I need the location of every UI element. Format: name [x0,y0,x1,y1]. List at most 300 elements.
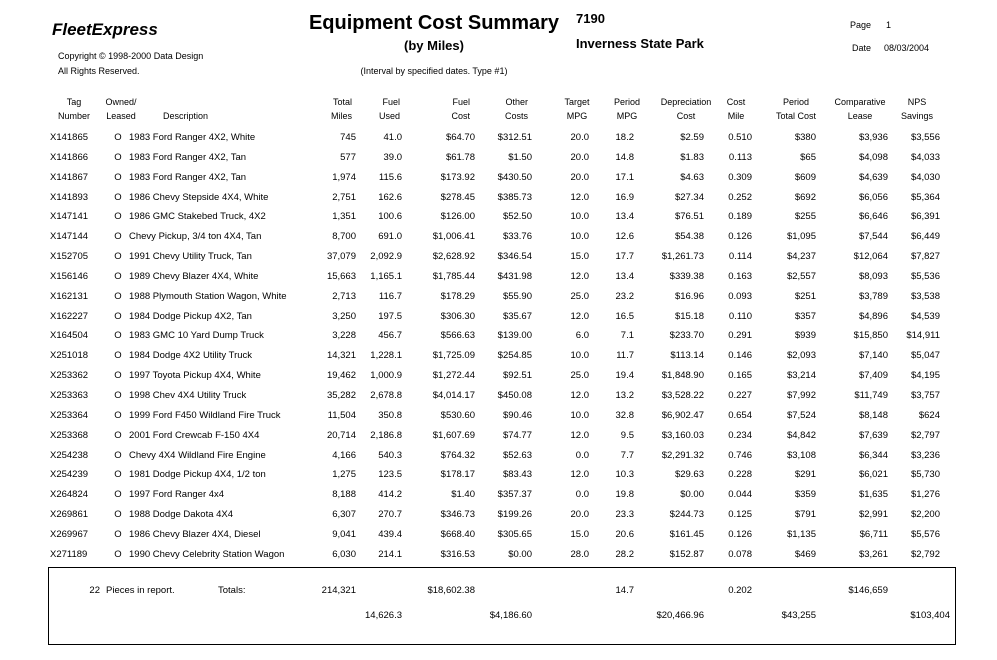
total-miles-cell: 8,188 [332,489,356,501]
owned-cell: O [114,191,122,203]
fuel-cost-cell: $1.40 [451,489,475,501]
other-costs-cell: $92.51 [502,370,532,382]
col-cost-mile: Cost Mile [726,97,746,121]
total-fuel-cost: $18,602.38 [427,585,475,596]
owned-cell: O [114,469,122,481]
fuel-used-cell: 1,228.1 [370,350,402,362]
total-miles-cell: 8,700 [332,231,356,243]
tag-cell: X162227 [50,310,89,322]
report-title: Equipment Cost Summary [308,12,560,34]
fuel-used-cell: 1,165.1 [370,270,402,282]
depreciation-cell: $2.59 [680,132,704,143]
period-mpg-cell: 13.2 [615,389,634,401]
period-mpg-cell: 18.2 [615,132,634,143]
period-total-cell: $4,842 [786,429,816,441]
fuel-cost-cell: $1,272.44 [432,370,475,382]
target-mpg-cell: 10.0 [570,211,589,223]
page-number: 1 [886,20,892,30]
cost-mile-cell: 0.291 [728,330,752,342]
period-mpg-cell: 13.4 [615,270,634,282]
owned-cell: O [114,171,122,183]
nps-savings-cell: $624 [918,409,940,421]
depreciation-cell: $152.87 [669,548,704,560]
comparative-cell: $6,711 [859,528,888,540]
total-miles: 214,321 [321,585,356,596]
target-mpg-cell: 25.0 [570,370,589,382]
fuel-cost-cell: $126.00 [440,211,475,223]
comparative-cell: $8,148 [858,409,888,421]
period-total-cell: $1,135 [786,528,816,540]
interval-note: (Interval by specified dates. Type #1) [360,66,508,76]
fuel-used-cell: 691.0 [378,231,402,243]
fuel-cost-cell: $64.70 [445,132,475,143]
table-row [0,366,997,386]
cost-mile-cell: 0.189 [728,211,752,223]
brand-logo: FleetExpress [52,20,158,39]
date-value: 08/03/2004 [884,43,930,53]
nps-savings-cell: $3,757 [910,389,940,401]
total-period-cost: $43,255 [781,610,816,621]
table-row [0,307,997,327]
fuel-used-cell: 456.7 [378,330,402,342]
period-mpg-cell: 19.4 [615,370,634,382]
owned-cell: O [114,489,122,501]
depreciation-cell: $27.34 [674,191,704,203]
cost-mile-cell: 0.044 [728,489,752,501]
other-costs-cell: $346.54 [497,251,532,263]
description-cell: 1983 Ford Ranger 4X2, Tan [129,151,247,163]
table-row [0,505,997,525]
depreciation-cell: $3,160.03 [661,429,704,441]
period-total-cell: $939 [794,330,816,342]
fuel-cost-cell: $278.45 [440,191,475,203]
comparative-cell: $4,098 [858,151,888,163]
description-cell: 1984 Dodge Pickup 4X2, Tan [129,310,252,322]
target-mpg-cell: 0.0 [575,449,589,461]
nps-savings-cell: $2,797 [910,429,940,441]
cost-mile-cell: 0.114 [728,251,752,263]
cost-mile-cell: 0.234 [728,429,752,441]
description-cell: 1983 GMC 10 Yard Dump Truck [129,330,264,342]
total-miles-cell: 11,504 [327,409,356,421]
nps-savings-cell: $14,911 [906,330,940,342]
cost-mile-cell: 0.165 [728,370,752,382]
nps-savings-cell: $2,792 [910,548,940,560]
owned-cell: O [114,310,122,322]
comparative-cell: $6,344 [858,449,888,461]
target-mpg-cell: 6.0 [575,330,589,342]
rights-text: All Rights Reserved. [58,66,140,76]
target-mpg-cell: 0.0 [575,489,589,501]
total-miles-cell: 2,751 [332,191,356,203]
nps-savings-cell: $4,539 [910,310,940,322]
total-miles-cell: 1,974 [332,171,356,183]
fuel-cost-cell: $668.40 [440,528,475,540]
cost-mile-cell: 0.125 [728,509,752,521]
period-mpg-cell: 20.6 [615,528,634,540]
target-mpg-cell: 12.0 [570,429,589,441]
table-row [0,386,997,406]
cost-mile-cell: 0.110 [728,310,752,322]
description-cell: 1988 Plymouth Station Wagon, White [129,290,287,302]
comparative-cell: $3,789 [858,290,888,302]
period-total-cell: $7,992 [786,389,816,401]
period-mpg-cell: 9.5 [620,429,634,441]
cost-mile-cell: 0.126 [728,231,752,243]
pieces-label: Pieces in report. [106,585,175,596]
target-mpg-cell: 20.0 [570,171,589,183]
depreciation-cell: $1,261.73 [661,251,704,263]
nps-savings-cell: $2,200 [910,509,940,521]
date-label: Date [852,43,872,53]
other-costs-cell: $305.65 [497,528,532,540]
fuel-used-cell: 116.7 [378,290,402,302]
owned-cell: O [114,211,122,223]
comparative-cell: $1,635 [858,489,888,501]
table-row [0,446,997,466]
period-total-cell: $791 [794,509,816,521]
owned-cell: O [114,270,122,282]
cost-mile-cell: 0.228 [728,469,752,481]
tag-cell: X271189 [50,548,88,560]
cost-mile-cell: 0.510 [728,132,752,143]
col-depreciation: Depreciation Cost [660,97,712,121]
period-mpg-cell: 16.5 [615,310,634,322]
col-description: Description [163,111,209,121]
period-total-cell: $3,214 [786,370,816,382]
description-cell: 1991 Chevy Utility Truck, Tan [129,251,252,263]
period-mpg-cell: 23.2 [615,290,634,302]
table-row [0,247,997,267]
owned-cell: O [114,548,122,560]
fuel-cost-cell: $346.73 [440,509,475,521]
fuel-used-cell: 2,678.8 [370,389,402,401]
total-nps-savings: $103,404 [910,610,950,621]
tag-cell: X164504 [50,330,89,342]
col-fuel-cost: Fuel Cost [451,97,470,121]
nps-savings-cell: $6,449 [910,231,940,243]
period-total-cell: $291 [794,469,816,481]
depreciation-cell: $0.00 [680,489,704,501]
table-row [0,188,997,208]
station-code: 7190 [576,11,605,26]
comparative-cell: $11,749 [854,389,888,401]
other-costs-cell: $83.43 [502,469,532,481]
nps-savings-cell: $1,276 [910,489,940,501]
other-costs-cell: $431.98 [497,270,532,282]
fuel-used-cell: 1,000.9 [370,370,402,382]
description-cell: 1997 Toyota Pickup 4X4, White [129,370,261,382]
fuel-cost-cell: $764.32 [440,449,475,461]
depreciation-cell: $16.96 [674,290,704,302]
tag-cell: X253363 [50,389,89,401]
period-mpg-cell: 13.4 [615,211,634,223]
period-mpg-cell: 14.8 [615,151,634,163]
owned-cell: O [114,132,122,143]
description-cell: 1986 Chevy Blazer 4X4, Diesel [129,528,261,540]
target-mpg-cell: 20.0 [570,132,589,143]
depreciation-cell: $161.45 [669,528,704,540]
depreciation-cell: $54.38 [674,231,704,243]
fuel-used-cell: 115.6 [378,171,402,183]
nps-savings-cell: $3,236 [910,449,940,461]
target-mpg-cell: 12.0 [570,310,589,322]
period-mpg-cell: 19.8 [615,489,634,501]
other-costs-cell: $430.50 [497,171,532,183]
other-costs-cell: $74.77 [502,429,532,441]
description-cell: 1986 Chevy Stepside 4X4, White [129,191,269,203]
nps-savings-cell: $5,536 [910,270,940,282]
comparative-cell: $7,544 [858,231,888,243]
table-row [0,346,997,366]
fuel-used-cell: 2,186.8 [370,429,402,441]
tag-cell: X253368 [50,429,89,441]
fuel-used-cell: 197.5 [378,310,402,322]
fuel-cost-cell: $1,785.44 [432,270,475,282]
comparative-cell: $7,409 [858,370,888,382]
owned-cell: O [114,290,122,302]
fuel-cost-cell: $173.92 [440,171,475,183]
tag-cell: X269861 [50,509,89,521]
period-total-cell: $255 [794,211,816,223]
col-tag: Tag Number [57,97,90,121]
tag-cell: X254239 [50,469,89,481]
period-mpg-cell: 28.2 [615,548,634,560]
cost-mile-cell: 0.252 [728,191,752,203]
owned-cell: O [114,251,122,263]
fuel-cost-cell: $316.53 [440,548,475,560]
fuel-used-cell: 2,092.9 [370,251,402,263]
period-total-cell: $7,524 [786,409,816,421]
description-cell: 1998 Chev 4X4 Utility Truck [129,389,247,401]
total-comparative-lease: $146,659 [848,585,888,596]
period-mpg-cell: 16.9 [615,191,634,203]
period-mpg-cell: 10.3 [615,469,634,481]
description-cell: 1983 Ford Ranger 4X2, Tan [129,171,247,183]
description-cell: 1989 Chevy Blazer 4X4, White [129,270,259,282]
target-mpg-cell: 10.0 [570,231,589,243]
tag-cell: X147144 [50,231,89,243]
total-miles-cell: 20,714 [326,429,356,441]
nps-savings-cell: $5,047 [910,350,940,362]
depreciation-cell: $1.83 [680,151,704,163]
target-mpg-cell: 12.0 [570,270,589,282]
nps-savings-cell: $5,364 [910,191,940,203]
totals-box [48,567,956,645]
table-row [0,545,997,565]
fuel-cost-cell: $2,628.92 [432,251,475,263]
depreciation-cell: $244.73 [669,509,704,521]
period-total-cell: $1,095 [786,231,816,243]
fuel-used-cell: 162.6 [378,191,402,203]
tag-cell: X141867 [50,171,89,183]
tag-cell: X156146 [50,270,89,282]
period-total-cell: $4,237 [786,251,816,263]
period-total-cell: $3,108 [786,449,816,461]
cost-mile-cell: 0.126 [728,528,752,540]
target-mpg-cell: 12.0 [570,191,589,203]
cost-mile-cell: 0.227 [728,389,752,401]
period-mpg-cell: 17.1 [615,171,634,183]
other-costs-cell: $90.46 [502,409,532,421]
fuel-used-cell: 100.6 [378,211,402,223]
total-miles-cell: 14,321 [326,350,356,362]
tag-cell: X147141 [50,211,89,223]
nps-savings-cell: $6,391 [910,211,940,223]
tag-cell: X254238 [50,449,89,461]
period-total-cell: $609 [794,171,816,183]
period-total-cell: $380 [794,132,816,143]
comparative-cell: $12,064 [853,251,888,263]
owned-cell: O [114,449,122,461]
target-mpg-cell: 12.0 [570,469,589,481]
other-costs-cell: $55.90 [502,290,532,302]
owned-cell: O [114,370,122,382]
fuel-used-cell: 214.1 [378,548,402,560]
fuel-cost-cell: $4,014.17 [432,389,475,401]
table-row [0,525,997,545]
fuel-used-cell: 270.7 [378,509,402,521]
period-mpg-cell: 23.3 [615,509,634,521]
owned-cell: O [114,528,122,540]
depreciation-cell: $339.38 [669,270,704,282]
fuel-used-cell: 414.2 [378,489,402,501]
table-row [0,465,997,485]
fuel-used-cell: 41.0 [383,132,402,143]
total-miles-cell: 1,275 [332,469,356,481]
description-cell: 2001 Ford Crewcab F-150 4X4 [129,429,260,441]
total-miles-cell: 19,462 [326,370,356,382]
nps-savings-cell: $7,827 [910,251,940,263]
comparative-cell: $3,936 [858,132,888,143]
owned-cell: O [114,330,122,342]
cost-mile-cell: 0.093 [728,290,752,302]
fuel-cost-cell: $530.60 [440,409,475,421]
owned-cell: O [114,231,122,243]
tag-cell: X269967 [50,528,89,540]
total-miles-cell: 9,041 [332,528,356,540]
depreciation-cell: $3,528.22 [661,389,704,401]
depreciation-cell: $15.18 [674,310,704,322]
comparative-cell: $7,140 [858,350,888,362]
col-fuel-used: Fuel Used [378,97,400,121]
table-row [0,287,997,307]
comparative-cell: $6,056 [858,191,888,203]
cost-mile-cell: 0.163 [728,270,752,282]
page-label: Page [850,20,872,30]
cost-mile-cell: 0.146 [728,350,752,362]
table-row [0,168,997,188]
comparative-cell: $3,261 [858,548,888,560]
other-costs-cell: $385.73 [497,191,532,203]
comparative-cell: $2,991 [858,509,888,521]
park-name: Inverness State Park [576,36,704,51]
copyright-text: Copyright © 1998-2000 Data Design [58,51,204,61]
fuel-used-cell: 39.0 [383,151,402,163]
depreciation-cell: $233.70 [669,330,704,342]
target-mpg-cell: 25.0 [570,290,589,302]
pieces-count: 22 [89,585,100,596]
table-row [0,485,997,505]
owned-cell: O [114,509,122,521]
period-total-cell: $357 [794,310,816,322]
fuel-cost-cell: $1,607.69 [432,429,475,441]
comparative-cell: $4,896 [858,310,888,322]
tag-cell: X141866 [50,151,89,163]
fuel-cost-cell: $178.29 [440,290,475,302]
period-mpg-cell: 7.7 [620,449,634,461]
period-total-cell: $2,557 [786,270,816,282]
owned-cell: O [114,409,122,421]
total-depreciation: $20,466.96 [656,610,704,621]
nps-savings-cell: $4,195 [910,370,940,382]
other-costs-cell: $33.76 [502,231,532,243]
table-row [0,426,997,446]
target-mpg-cell: 15.0 [570,251,589,263]
col-period-mpg: Period MPG [613,97,640,121]
description-cell: 1997 Ford Ranger 4x4 [129,489,225,501]
total-miles-cell: 3,250 [332,310,356,322]
table-row [0,227,997,247]
total-miles-cell: 4,166 [332,449,356,461]
target-mpg-cell: 28.0 [570,548,589,560]
target-mpg-cell: 10.0 [570,409,589,421]
depreciation-cell: $76.51 [674,211,704,223]
total-miles-cell: 6,030 [332,548,356,560]
fuel-cost-cell: $1,725.09 [432,350,475,362]
total-miles-cell: 577 [340,151,356,163]
description-cell: 1990 Chevy Celebrity Station Wagon [129,548,285,560]
col-period-total: Period Total Cost [775,97,817,121]
table-row [0,207,997,227]
period-mpg-cell: 12.6 [615,231,634,243]
tag-cell: X253362 [50,370,89,382]
equipment-table-body [0,128,997,565]
fuel-cost-cell: $178.17 [440,469,475,481]
fuel-used-cell: 540.3 [378,449,402,461]
period-total-cell: $2,093 [786,350,816,362]
period-mpg-cell: 7.1 [620,330,634,342]
total-period-mpg: 14.7 [615,585,634,596]
other-costs-cell: $52.50 [502,211,532,223]
description-cell: 1984 Dodge 4X2 Utility Truck [129,350,253,362]
nps-savings-cell: $3,556 [910,132,940,143]
col-nps-savings: NPS Savings [900,97,934,121]
description-cell: 1981 Dodge Pickup 4X4, 1/2 ton [129,469,266,481]
other-costs-cell: $199.26 [497,509,532,521]
target-mpg-cell: 20.0 [570,509,589,521]
comparative-cell: $4,639 [858,171,888,183]
period-mpg-cell: 17.7 [615,251,634,263]
comparative-cell: $7,639 [858,429,888,441]
owned-cell: O [114,429,122,441]
other-costs-cell: $357.37 [497,489,532,501]
description-cell: 1999 Ford F450 Wildland Fire Truck [129,409,281,421]
other-costs-cell: $254.85 [497,350,532,362]
depreciation-cell: $4.63 [680,171,704,183]
period-total-cell: $469 [794,548,816,560]
total-miles-cell: 15,663 [326,270,356,282]
other-costs-cell: $1.50 [508,151,532,163]
col-target-mpg: Target MPG [564,97,590,121]
total-miles-cell: 3,228 [332,330,356,342]
depreciation-cell: $6,902.47 [661,409,704,421]
table-row [0,267,997,287]
col-owned: Owned/ Leased [105,97,137,121]
period-total-cell: $65 [800,151,816,163]
table-row [0,128,997,148]
totals-label: Totals: [218,585,246,596]
